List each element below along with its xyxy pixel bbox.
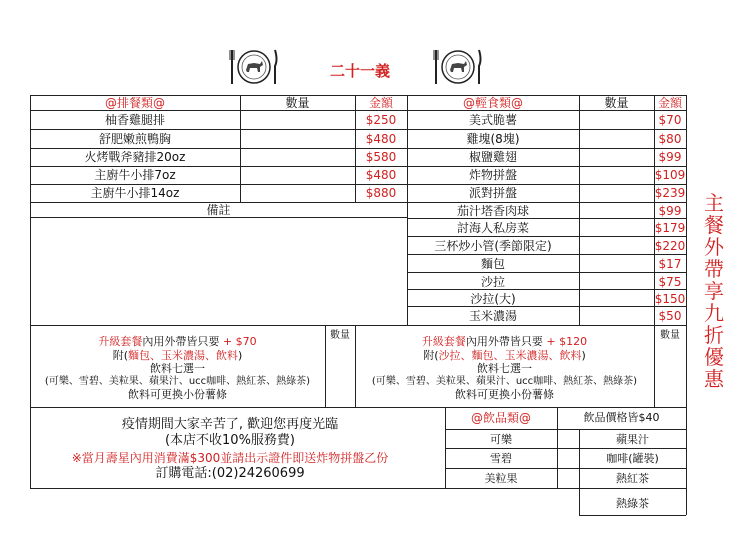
main-price-header: 金額 <box>368 96 393 110</box>
banner-char: 餐 <box>704 213 724 237</box>
light-item-name: 茄汁塔香肉球 <box>456 204 529 218</box>
plate-fork-knife-icon-left <box>229 46 279 88</box>
banner-char: 九 <box>704 301 724 325</box>
light-item-price: $99 <box>658 204 682 218</box>
banner-char: 惠 <box>704 367 724 391</box>
light-item-price: $17 <box>658 257 682 271</box>
main-item-name: 主廚牛小排14oz <box>90 186 180 200</box>
drink-item: 熱紅茶 <box>616 472 649 485</box>
footer-phone: 訂購電話:(02)24260699 <box>155 466 305 481</box>
light-item-price: $150 <box>654 292 686 306</box>
upgrade-left-line4: (可樂、雪碧、美粒果、蘋果汁、ucc咖啡、熱紅茶、熱綠茶) <box>44 376 311 387</box>
light-item-name: 椒鹽雞翅 <box>468 150 517 164</box>
light-item-price: $70 <box>658 113 682 127</box>
upgrade-left-label: 升級套餐 <box>98 335 143 348</box>
footer-no-service-fee: (本店不收10%服務費) <box>164 433 296 448</box>
light-item-price: $99 <box>658 150 682 164</box>
main-item-price: $480 <box>365 132 397 146</box>
main-item-name: 火烤戰斧豬排20oz <box>84 150 186 164</box>
drink-item: 雪碧 <box>490 452 512 465</box>
main-item-price: $880 <box>365 186 397 200</box>
light-item-price: $239 <box>654 186 686 200</box>
upgrade-right-includes: 沙拉、麵包、玉米濃湯、飲料 <box>438 349 582 362</box>
upgrade-left-includes: 麵包、玉米濃湯、飲料 <box>128 349 238 362</box>
light-item-name: 沙拉(大) <box>470 292 516 306</box>
banner-char: 優 <box>704 345 724 369</box>
light-item-price: $109 <box>654 168 686 182</box>
upgrade-left-line2 <box>30 349 325 362</box>
drinks-price-note: 飲品價格皆$40 <box>583 411 660 424</box>
light-qty-header: 數量 <box>604 96 629 110</box>
drink-item: 蘋果汁 <box>616 433 649 446</box>
upgrade-right-paren-close: ) <box>581 349 586 362</box>
upgrade-left-line3: 飲料七選一 <box>150 362 205 375</box>
upgrade-right-paren-open: 附( <box>423 349 439 362</box>
notes-label: 備註 <box>206 203 231 217</box>
main-item-price: $580 <box>365 150 397 164</box>
upgrade-right-line5: 飲料可更換小份薯條 <box>455 388 554 401</box>
main-item-name: 主廚牛小排7oz <box>94 168 176 182</box>
drink-item: 可樂 <box>490 433 512 446</box>
upgrade-right-desc: 內用外帶皆只要 <box>465 335 543 348</box>
light-price-header: 金額 <box>657 96 682 110</box>
banner-char: 折 <box>704 323 724 347</box>
light-item-name: 炸物拼盤 <box>468 168 517 182</box>
upgrade-left-line1 <box>30 335 325 348</box>
light-item-price: $80 <box>658 132 682 146</box>
light-category-header: @輕食類@ <box>462 96 523 110</box>
footer-greeting: 疫情期間大家辛苦了, 歡迎您再度光臨 <box>121 417 339 432</box>
light-item-price: $50 <box>658 309 682 323</box>
upgrade-right-price: + $120 <box>542 335 588 348</box>
light-item-price: $179 <box>654 221 686 235</box>
drink-item: 咖啡(罐裝) <box>606 452 659 465</box>
light-item-name: 美式脆薯 <box>468 113 517 127</box>
banner-char: 主 <box>704 191 724 215</box>
drink-item: 美粒果 <box>484 472 518 485</box>
light-item-name: 派對拼盤 <box>468 186 517 200</box>
light-item-name: 玉米濃湯 <box>468 309 517 323</box>
main-qty-header: 數量 <box>285 96 310 110</box>
banner-char: 享 <box>704 279 724 303</box>
side-banner-takeout-discount <box>702 192 726 390</box>
main-item-price: $250 <box>365 113 397 127</box>
main-item-name: 舒肥嫩煎鴨胸 <box>98 132 171 146</box>
drink-item: 熱綠茶 <box>616 497 649 510</box>
upgrade-left-desc: 內用外帶皆只要 <box>142 335 220 348</box>
plate-fork-knife-icon-right <box>433 46 483 88</box>
main-item-price: $480 <box>365 168 397 182</box>
upgrade-right-qty: 數量 <box>660 330 680 341</box>
upgrade-right-line3: 飲料七選一 <box>477 362 532 375</box>
upgrade-left-price: + $70 <box>219 335 257 348</box>
footer-birthday-promo: ※當月壽星內用消費滿$300並請出示證件即送炸物拼盤乙份 <box>71 451 389 465</box>
upgrade-right-line2 <box>355 349 654 362</box>
upgrade-left-paren-close: ) <box>238 349 243 362</box>
drinks-category-header: @飲品類@ <box>470 411 531 425</box>
banner-char: 帶 <box>704 257 724 281</box>
upgrade-left-line5: 飲料可更換小份薯條 <box>128 388 227 401</box>
light-item-name: 雞塊(8塊) <box>466 132 520 146</box>
light-item-name: 三杯炒小管(季節限定) <box>434 239 552 253</box>
upgrade-right-line1 <box>355 335 654 348</box>
page-title: 二十一義 <box>329 62 390 80</box>
upgrade-left-paren-open: 附( <box>112 349 128 362</box>
main-category-header: @排餐類@ <box>104 96 165 110</box>
upgrade-right-label: 升級套餐 <box>421 335 466 348</box>
light-item-price: $220 <box>654 239 686 253</box>
light-item-price: $75 <box>658 275 682 289</box>
light-item-name: 沙拉 <box>480 275 505 289</box>
light-item-name: 麵包 <box>480 257 505 271</box>
upgrade-right-line4: (可樂、雪碧、美粒果、蘋果汁、ucc咖啡、熱紅茶、熱綠茶) <box>371 376 638 387</box>
light-item-name: 討海人私房菜 <box>456 221 529 235</box>
main-item-name: 柚香雞腿排 <box>104 113 165 127</box>
upgrade-left-qty: 數量 <box>330 330 350 341</box>
banner-char: 外 <box>704 235 724 259</box>
